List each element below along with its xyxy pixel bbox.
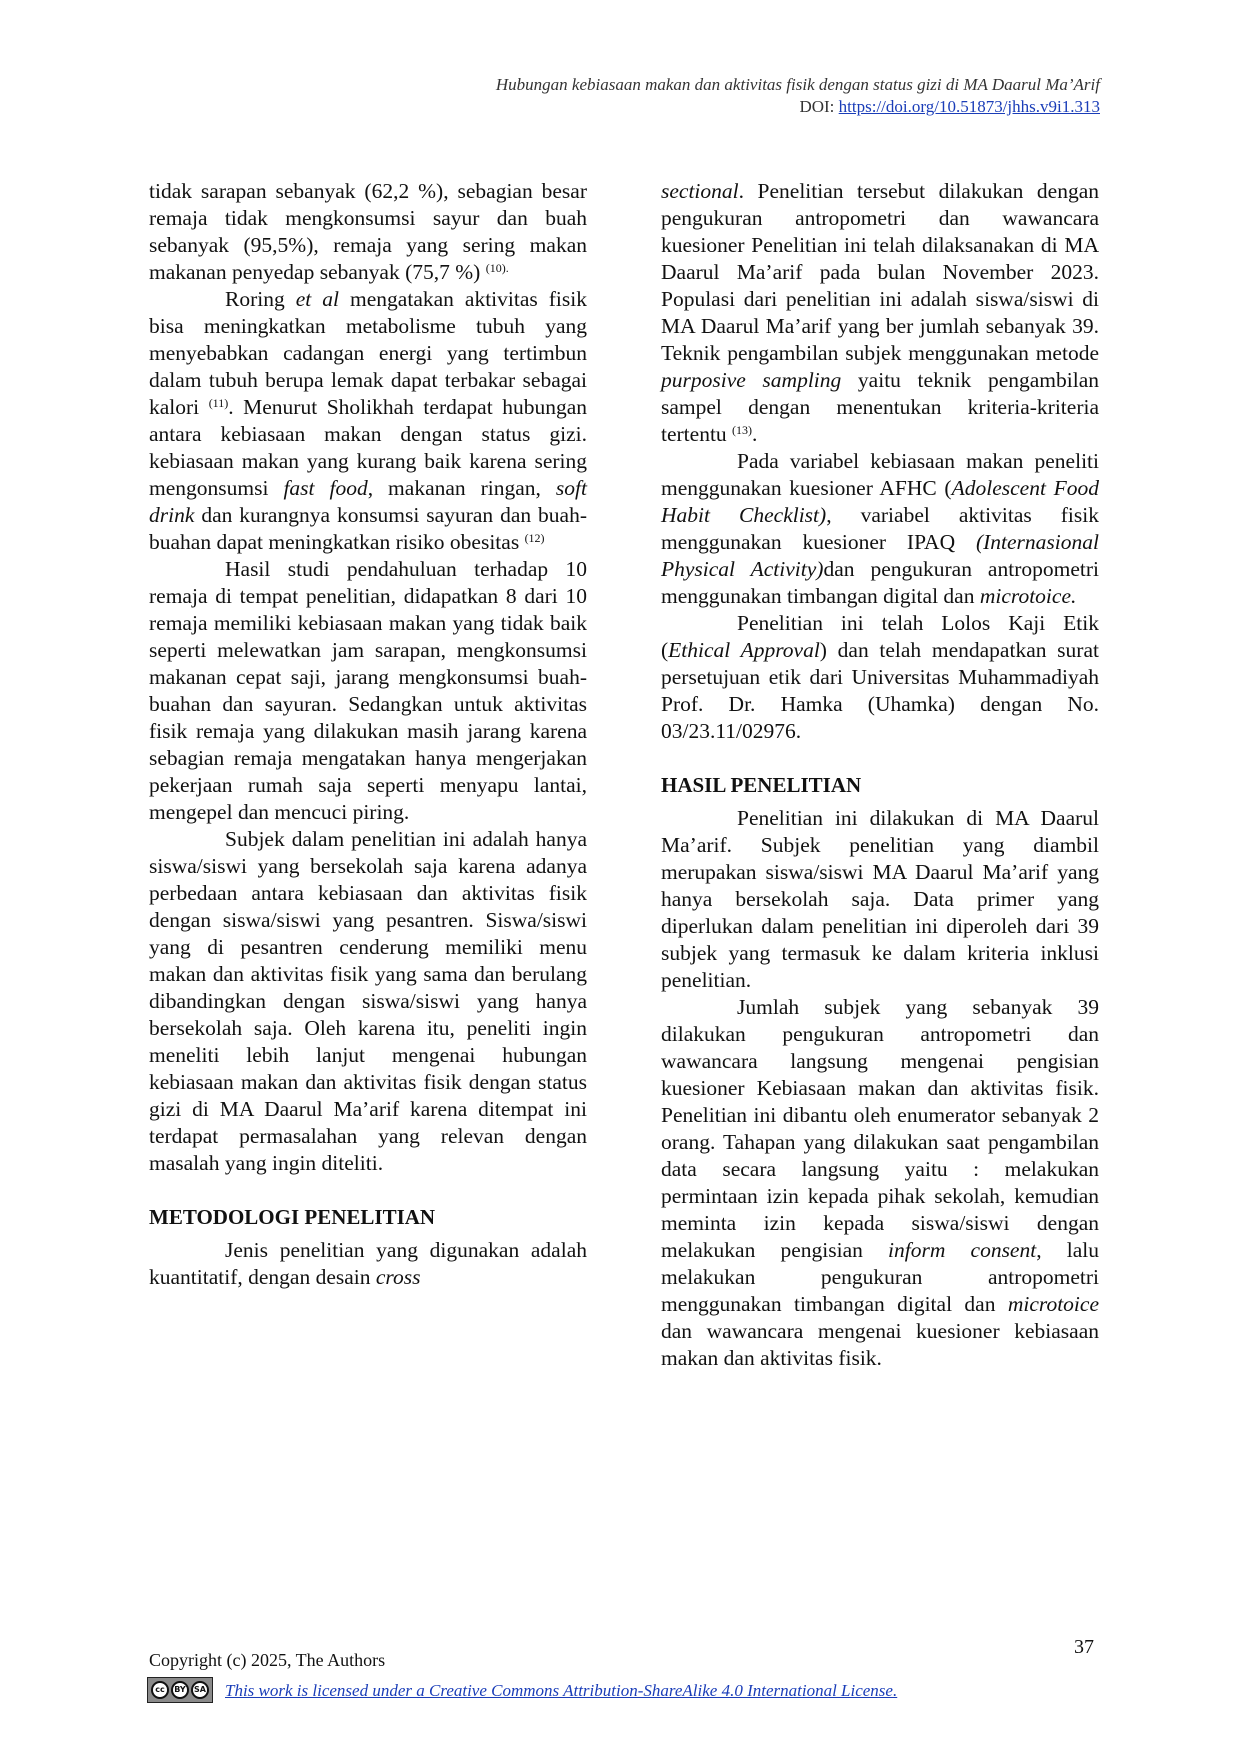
- sa-icon: SA: [191, 1681, 209, 1699]
- paragraph-text: . Menurut Sholikhah terdapat hubungan antara kebiasaan makan dengan status gizi. kebiasaan makan yang kurang baik karena sering mengonsumsi: [149, 395, 587, 500]
- italic-text: sectional: [661, 179, 739, 203]
- doi-label: DOI:: [799, 97, 839, 116]
- paragraph-text: Jumlah subjek yang sebanyak 39 dilakukan pengukuran antropometri dan wawancara langsung mengenai pengisian kuesioner Kebiasaan makan dan aktivitas fisik. Penelitian ini dibantu oleh enumerator sebanyak 2 orang. Tahapan yang dilakukan saat pengambilan data secara langsung yaitu : melakukan permintaan izin kepada pihak sekolah, kemudian meminta izin kepada siswa/siswi dengan melakukan pengisian: [661, 995, 1099, 1262]
- copyright-notice: Copyright (c) 2025, The Authors: [149, 1650, 386, 1670]
- italic-text: cross: [375, 1265, 421, 1289]
- paragraph: [661, 610, 1099, 745]
- cc-icon: cc: [151, 1681, 169, 1699]
- paragraph-text: Penelitian ini telah Lolos Kaji Etik (: [661, 611, 1099, 662]
- paragraph-text: dan wawancara mengenai kuesioner kebiasaan makan dan aktivitas fisik.: [661, 1319, 1099, 1370]
- paragraph-text: ) dan telah mendapatkan surat persetujuan etik dari Universitas Muhammadiyah Prof. Dr. Hamka (Uhamka) dengan No. 03/23.11/02976.: [661, 638, 1099, 743]
- left-column: [149, 178, 587, 1291]
- section-heading: METODOLOGI PENELITIAN: [149, 1205, 436, 1229]
- paragraph: Hasil studi pendahuluan terhadap 10 remaja di tempat penelitian, didapatkan 8 dari 10 remaja memiliki kebiasaan makan yang tidak baik seperti melewatkan jam sarapan, mengkonsumsi makanan cepat saji, jarang mengkonsumsi buah-buahan dan sayuran. Sedangkan untuk aktivitas fisik remaja yang dilakukan masih jarang karena sebagian remaja mengatakan hanya mengerjakan pekerjaan rumah saja seperti menyapu lantai, mengepel dan mencuci piring.: [149, 557, 587, 824]
- paragraph-text: . Penelitian tersebut dilakukan dengan pengukuran antropometri dan wawancara kuesioner Penelitian ini telah dilaksanakan di MA Daarul Ma’arif pada bulan November 2023. Populasi dari penelitian ini adalah siswa/siswi di MA Daarul Ma’arif yang ber jumlah sebanyak 39. Teknik pengambilan subjek menggunakan metode: [661, 179, 1099, 365]
- italic-text: soft drink: [149, 476, 587, 527]
- header-title: Hubungan kebiasaan makan dan aktivitas fisik dengan status gizi di MA Daarul Ma’Arif: [495, 75, 1100, 94]
- italic-text: (Internasional Physical Activity): [661, 530, 1099, 581]
- paragraph-text: .: [752, 422, 758, 446]
- paragraph-text: Roring: [225, 287, 296, 311]
- doi-link[interactable]: https://doi.org/10.51873/jhhs.v9i1.313: [838, 97, 1100, 116]
- paragraph: Subjek dalam penelitian ini adalah hanya siswa/siswi yang bersekolah saja karena adanya perbedaan antara kebiasaan dan aktivitas fisik dengan siswa/siswi yang pesantren. Siswa/siswi yang di pesantren cenderung memiliki menu makan dan aktivitas fisik yang sama dan berulang dibandingkan dengan siswa/siswi yang hanya bersekolah saja. Oleh karena itu, peneliti ingin meneliti lebih lanjut mengenai hubungan kebiasaan makan dan aktivitas fisik dengan status gizi di MA Daarul Ma’arif karena ditempat ini terdapat permasalahan yang relevan dengan masalah yang ingin diteliti.: [149, 827, 587, 1175]
- paragraph-text: Pada variabel kebiasaan makan peneliti menggunakan kuesioner AFHC (: [661, 449, 1099, 500]
- paragraph-text: mengatakan aktivitas fisik bisa meningkatkan metabolisme tubuh yang menyebabkan cadangan energi yang tertimbun dalam tubuh berupa lemak dapat terbakar sebagai kalori: [149, 287, 587, 419]
- paragraph-text: tidak sarapan sebanyak (62,2 %), sebagian besar remaja tidak mengkonsumsi sayur dan buah sebanyak (95,5%), remaja yang sering makan makanan penyedap sebanyak (75,7 %): [149, 179, 587, 284]
- license-link[interactable]: This work is licensed under a Creative Commons Attribution-ShareAlike 4.0 International License.: [225, 1681, 898, 1700]
- italic-text: Adolescent Food Habit Checklist): [661, 476, 1099, 527]
- paragraph-text: dan kurangnya konsumsi sayuran dan buah-buahan dapat meningkatkan risiko obesitas: [149, 503, 587, 554]
- by-icon: BY: [171, 1681, 189, 1699]
- paragraph-text: , makanan ringan,: [367, 476, 556, 500]
- paragraph: Penelitian ini dilakukan di MA Daarul Ma’arif. Subjek penelitian yang diambil merupakan siswa/siswi MA Daarul Ma’arif yang hanya bersekolah saja. Data primer yang diperlukan dalam penelitian ini diperoleh dari 39 subjek yang termasuk ke dalam kriteria inklusi penelitian.: [661, 806, 1099, 992]
- italic-text: Ethical Approval: [668, 638, 820, 662]
- paragraph-text: yaitu teknik pengambilan sampel dengan menentukan kriteria-kriteria tertentu: [661, 368, 1099, 446]
- paragraph: [149, 178, 587, 286]
- running-header: [496, 74, 1100, 118]
- section-heading: HASIL PENELITIAN: [661, 773, 862, 797]
- paragraph: [661, 448, 1099, 610]
- citation: (12): [524, 531, 545, 545]
- header-doi: [496, 96, 1100, 118]
- italic-text: microtoice: [1007, 1292, 1099, 1316]
- citation: (11): [208, 396, 229, 410]
- paragraph: [661, 994, 1099, 1372]
- page-number: 37: [1074, 1636, 1094, 1658]
- citation: (10).: [485, 261, 509, 275]
- paragraph-text: Jenis penelitian yang digunakan adalah kuantitatif, dengan desain: [149, 1238, 587, 1289]
- italic-text: purposive sampling: [661, 368, 842, 392]
- italic-text: et al: [295, 287, 340, 311]
- italic-text: microtoice.: [979, 584, 1077, 608]
- italic-text: fast food: [283, 476, 368, 500]
- right-column: [661, 178, 1099, 1372]
- cc-license-icon[interactable]: [147, 1677, 213, 1703]
- citation: (13): [732, 423, 753, 437]
- paragraph-text: , variabel aktivitas fisik menggunakan kuesioner IPAQ: [661, 503, 1099, 554]
- paragraph: [149, 1237, 587, 1291]
- italic-text: inform consent: [888, 1238, 1037, 1262]
- paragraph-text: dan pengukuran antropometri menggunakan timbangan digital dan: [661, 557, 1099, 608]
- paragraph: [661, 178, 1099, 448]
- paragraph: [149, 286, 587, 556]
- paragraph-text: , lalu melakukan pengukuran antropometri menggunakan timbangan digital dan: [661, 1238, 1099, 1316]
